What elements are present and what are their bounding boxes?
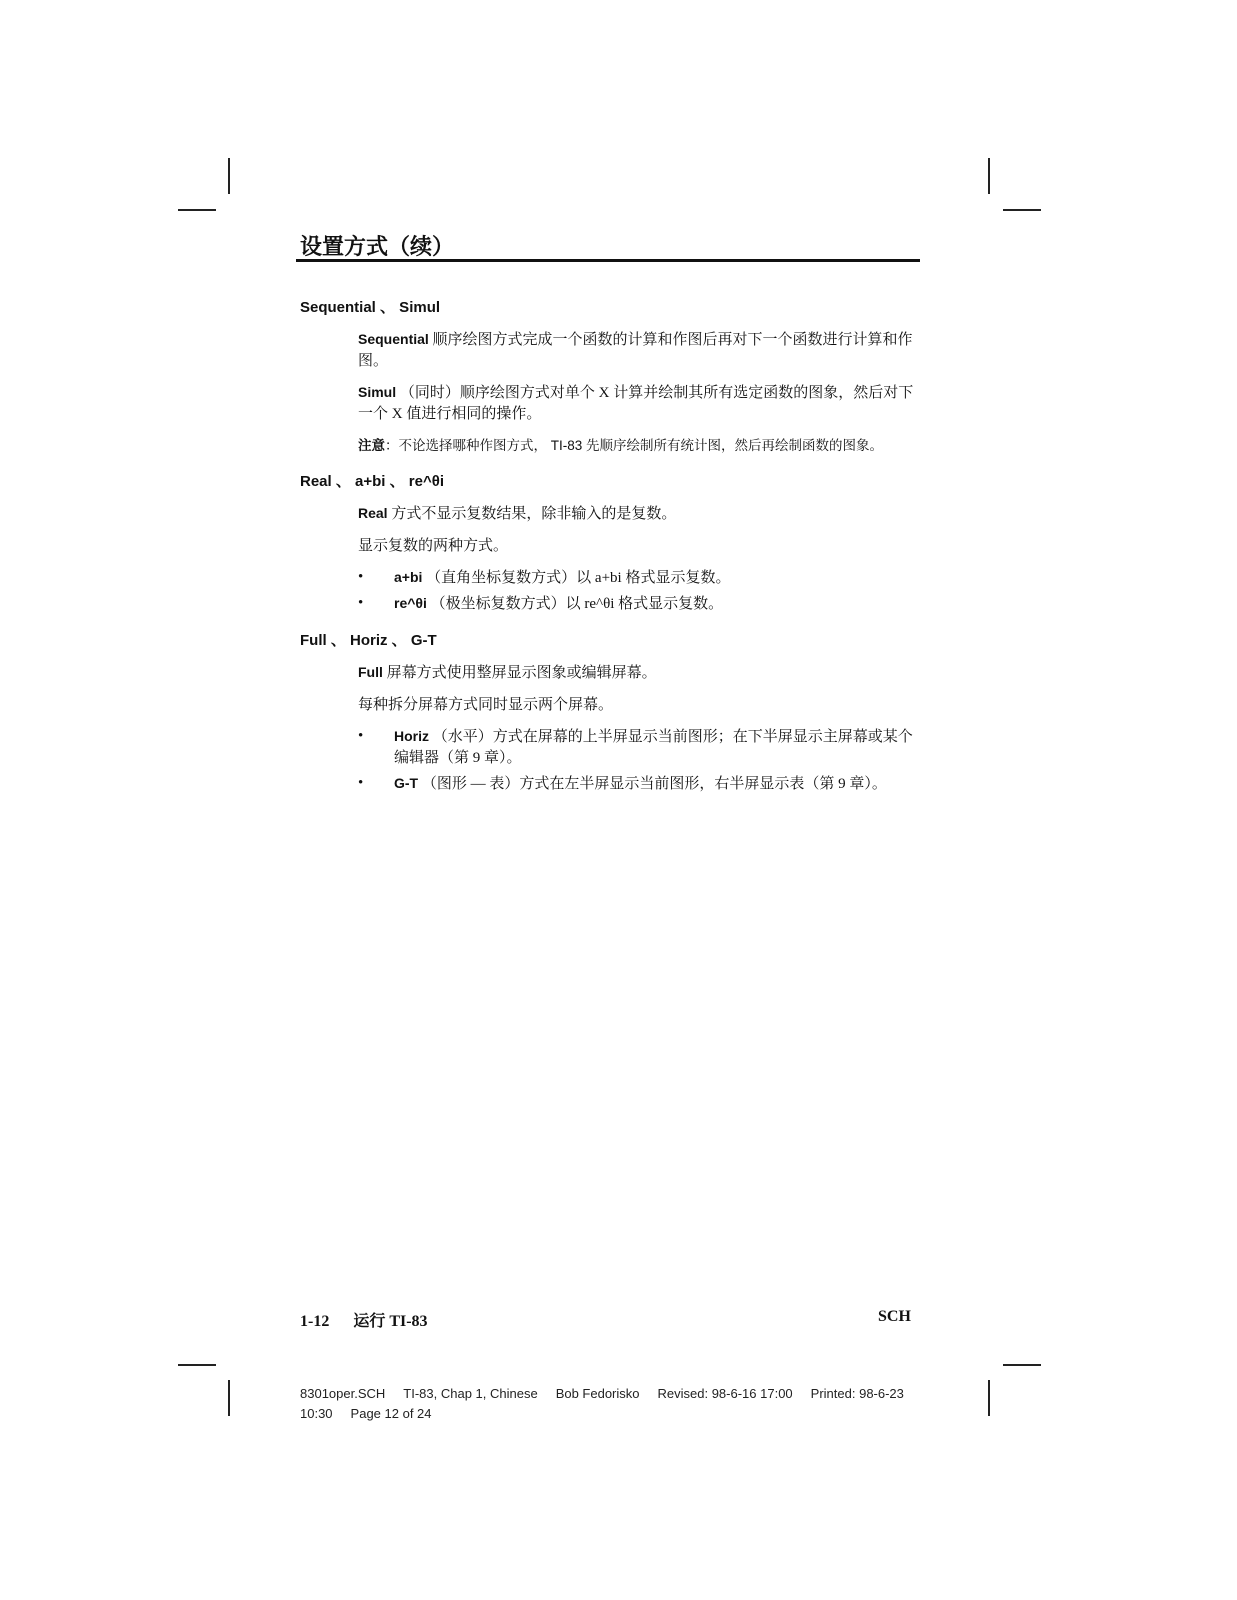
- list-item: • re^θi （极坐标复数方式）以 re^θi 格式显示复数。: [358, 595, 724, 612]
- paragraph: 显示复数的两种方式。: [358, 538, 509, 554]
- paragraph: Sequential 顺序绘图方式完成一个函数的计算和作图后再对下一个函数进行计算和作图。: [358, 331, 913, 369]
- chapter-title: 运行 TI-83: [353, 1313, 428, 1330]
- revised-date: Revised: 98-6-16 17:00: [657, 1386, 793, 1401]
- crop-mark-top-left-horizontal: [178, 209, 216, 211]
- author: Bob Fedorisko: [555, 1386, 640, 1401]
- crop-mark-top-right-vertical: [988, 158, 990, 194]
- page-content: [300, 296, 920, 809]
- book-name: TI-83, Chap 1, Chinese: [403, 1386, 538, 1401]
- crop-mark-bottom-right-horizontal: [1003, 1364, 1041, 1366]
- crop-mark-bottom-left-horizontal: [178, 1364, 216, 1366]
- paragraph: Real 方式不显示复数结果，除非输入的是复数。: [358, 505, 677, 522]
- crop-mark-bottom-left-vertical: [228, 1380, 230, 1416]
- paragraph: 每种拆分屏幕方式同时显示两个屏幕。: [358, 697, 614, 713]
- section-heading: Real 、 a+bi 、 re^θi: [300, 473, 445, 490]
- page-number: 1-12: [300, 1313, 330, 1330]
- list-item: • a+bi （直角坐标复数方式）以 a+bi 格式显示复数。: [358, 569, 731, 586]
- page-title: 设置方式（续）: [300, 234, 455, 259]
- list-item: • Horiz （水平）方式在屏幕的上半屏显示当前图形；在下半屏显示主屏幕或某个编辑器（第 9 章）。: [358, 728, 913, 766]
- paragraph: Simul （同时）顺序绘图方式对单个 X 计算并绘制其所有选定函数的图象，然后对下一个 X 值进行相同的操作。: [358, 384, 914, 422]
- print-metadata: [300, 1384, 980, 1424]
- page-count: Page 12 of 24: [350, 1406, 432, 1421]
- section-heading: Full 、 Horiz 、 G-T: [300, 632, 437, 649]
- title-rule: [296, 259, 920, 262]
- crop-mark-bottom-right-vertical: [988, 1380, 990, 1416]
- section-heading: Sequential 、 Simul: [300, 299, 441, 316]
- crop-mark-top-left-vertical: [228, 158, 230, 194]
- bullet-list: [358, 726, 914, 795]
- paragraph: Full 屏幕方式使用整屏显示图象或编辑屏幕。: [358, 664, 657, 681]
- printed-time: 10:30: [300, 1406, 333, 1421]
- list-item: • G-T （图形 — 表）方式在左半屏显示当前图形，右半屏显示表（第 9 章）。: [358, 775, 887, 792]
- crop-mark-top-right-horizontal: [1003, 209, 1041, 211]
- page-footer-left: [300, 1308, 428, 1331]
- bullet-list: [358, 567, 914, 615]
- note: 注意：不论选择哪种作图方式， TI-83 先顺序绘制所有统计图，然后再绘制函数的图象。: [358, 438, 884, 453]
- printed-date: Printed: 98-6-23: [810, 1386, 904, 1401]
- language-code: SCH: [878, 1308, 911, 1325]
- file-name: 8301oper.SCH: [300, 1386, 386, 1401]
